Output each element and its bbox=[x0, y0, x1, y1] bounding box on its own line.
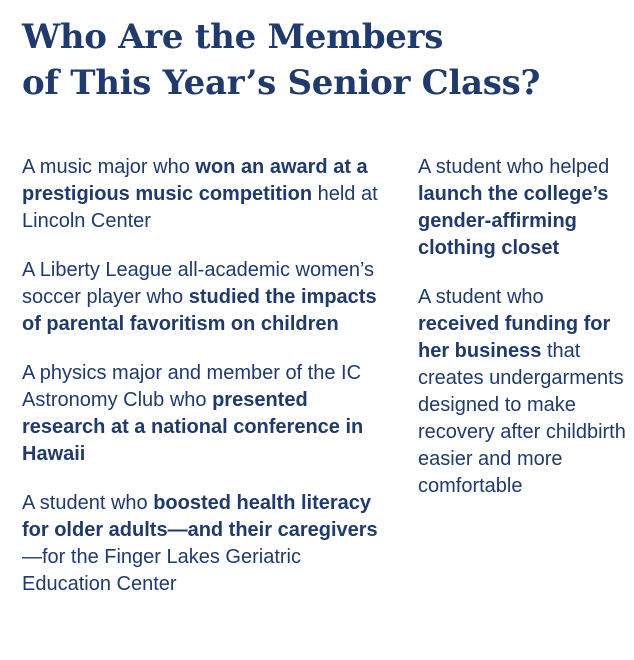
entry-highlight: won an award at a prestigious music competition bbox=[22, 156, 368, 205]
entry-text: A Liberty League all-academic women’s soccer player who bbox=[22, 259, 375, 308]
entry-physics-major bbox=[22, 360, 394, 468]
entry-soccer-player bbox=[22, 257, 394, 338]
entry-clothing-closet bbox=[418, 154, 630, 262]
entry-health-literacy bbox=[22, 490, 394, 598]
entry-music-major bbox=[22, 154, 394, 235]
entry-highlight: launch the college’s gender-affirming clothing closet bbox=[418, 183, 609, 259]
entry-highlight: received funding for her business bbox=[418, 313, 611, 362]
right-column bbox=[418, 154, 630, 522]
entry-text: —for the Finger Lakes Geriatric Education Center bbox=[22, 546, 301, 595]
left-column bbox=[22, 154, 394, 620]
entry-business-funding bbox=[418, 284, 630, 500]
entry-text: A music major who bbox=[22, 156, 196, 178]
entry-text: A student who helped bbox=[418, 156, 610, 178]
entry-text: A physics major and member of the IC Astronomy Club who bbox=[22, 362, 362, 411]
title-line-1: Who Are the Members bbox=[22, 17, 444, 57]
entry-text: A student who bbox=[418, 286, 544, 308]
entry-highlight: presented research at a national conference in Hawaii bbox=[22, 389, 364, 465]
entry-highlight: boosted health literacy for older adults—and their caregivers bbox=[22, 492, 378, 541]
entry-text: that creates undergarments designed to make recovery after childbirth easier and more comfortable bbox=[418, 340, 626, 497]
page-title bbox=[22, 14, 622, 106]
entry-highlight: studied the impacts of parental favoritism on children bbox=[22, 286, 377, 335]
entry-text: held at Lincoln Center bbox=[22, 183, 378, 232]
entry-text: A student who bbox=[22, 492, 154, 514]
title-line-2: of This Year’s Senior Class? bbox=[22, 63, 541, 103]
